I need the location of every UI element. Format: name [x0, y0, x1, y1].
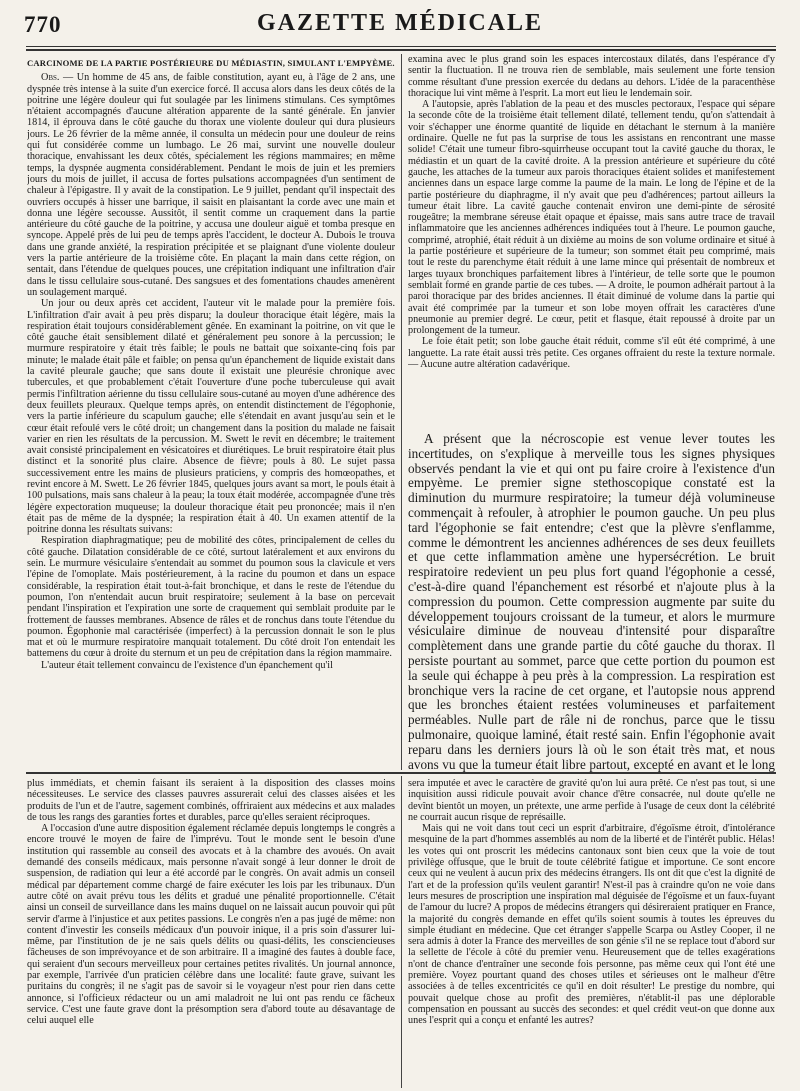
feuilleton-paragraph: Mais qui ne voit dans tout ceci un esprit d'arbitraire, d'égoïsme étroit, d'intolérance mesquine de la part d'hommes assemblés au nom de la liberté et de l'intérêt public. Hélas! les votes qui ont proscrit les médecins cantonaux sont bien ceux que la voie de tout privilège offusque, que le bruit de toute célébrité fatigue et importune. Ce sont encore ceux qui ne veulent à aucun prix des médecins étrangers. Ils ont dit que c'est la dignité de l'art et de la profession qu'ils veulent garantir! N'est-il pas à craindre qu'on ne voie dans leurs mesures de proscription une inspiration mal déguisée de l'égoïsme et un faux-fuyant de l'amour du lucre? A propos de médecins étrangers qui désireraient pratiquer en France, la majorité du congrès demande en effet qu'ils soient soumis à toutes les épreuves du simple étudiant en médecine. Que cet étranger s'appelle Scarpa ou Astley Cooper, il ne sera admis à doter la France des merveilles de son génie s'il ne se replace tout d'abord sur la sellette de l'école à côté du premier venu. Heureusement que de telles exagérations n'ont de chance d'entraîner une seconde fois personne, pas même ceux qui l'ont été une première. Voyez pourtant quand des choses utiles et sérieuses ont le malheur d'être associées à de telles excentricités ce qu'il en doit résulter! Le prestige du nombre, qui pouvait quelque chose au profit des premières, n'établit-il pas une déplorable compensation en poussant au succès des secondes: et quel crédit veut-on que donne aux unes l'esprit qui a conçu et enfanté les autres?	[408, 823, 775, 1027]
article-paragraph	[27, 72, 395, 298]
article-paragraph: Un jour ou deux après cet accident, l'auteur vit le malade pour la première fois. L'infiltration d'air avait à peu près disparu; la douleur thoracique était légère, mais la respiration était toujours considérablement gênée. En examinant la poitrine, on vit que le côté gauche était sensiblement dilaté et généralement peu sonore à la percussion; le murmure respiratoire y était très faible; le pouls ne battait que soixante-cinq fois par minute; le malade était pâle et faible; on pensa qu'un épanchement de liquide existait dans la cavité pleurale gauche; que sans doute il existait une pleurésie chronique avec tubercules, et que probablement c'était l'ouverture d'une poche tuberculeuse qui avait permis l'infiltration aérienne du tissu cellulaire sous-cutané au moyen d'une adhérence des deux feuillets pleuraux. Quelque temps après, on entendit distinctement de l'égophonie, vers la partie inférieure du scapulum gauche; elle s'étendait en avant jusqu'au sein et le cœur était refoulé vers le côté droit; un changement dans la position du malade ne faisait varier en rien les résultats de la percussion. M. Swett le revit en décembre; le traitement avait consisté principalement en vésicatoires et diurétiques. Le bruit respiratoire était plus distinct et la sonorité plus claire. Absence de fièvre; pouls à 80. Le sujet passa successivement entre les mains de plusieurs praticiens, y compris des homœopathes, et revint encore à M. Swett. Le 26 février 1845, quelques jours avant sa mort, le pouls était à 100 pulsations, mais sans chaleur à la peau; la toux était modérée, accompagnée d'une très légère expectoration muqueuse; la douleur thoracique était peu prononcée; mais il n'en était pas de même de la dyspnée; la respiration était à 40. Un examen attentif de la poitrine donna les résultats suivans:	[27, 298, 395, 536]
article-paragraph: Respiration diaphragmatique; peu de mobilité des côtes, principalement de celles du côté gauche. Dilatation considérable de ce côté, surtout latéralement et aux environs du sein. Le murmure vésiculaire s'entendait au sommet du poumon sous la clavicule et vers l'épine de l'omoplate. Mais postérieurement, à la racine du poumon et dans un espace considérable, la respiration était tout-à-fait bronchique, et dans le reste de l'étendue du poumon, l'on n'entendait aucun bruit respiratoire; seulement à la base on percevait pendant l'inspiration et l'expiration une sorte de craquement qui semblait produite par le frottement de fausses membranes. Absence de râles et de ronchus dans toute l'étendue du poumon. Égophonie mal caractérisée (imperfect) à la percussion donnait le son le plus mat et où le murmure respiratoire manquait totalement. Du côté droit l'on entendait les battemens du cœur à droite du sternum et un peu de crépitation dans la région mammaire.	[27, 535, 395, 660]
obs-label: Obs.	[41, 72, 60, 84]
feuilleton-paragraph: sera imputée et avec le caractère de gravité qu'on lui aura prêté. Ce n'est pas tout, si une inquisition aussi ridicule pouvait avoir chance d'être consacrée, nul doute qu'elle ne devînt bientôt un moyen, un prétexte, une arme perfide à l'usage de ceux dont la célébrité ne courrait aucun risque de représaille.	[408, 778, 775, 823]
article-column-right-discussion	[408, 432, 775, 772]
article-paragraph-text: — Un homme de 45 ans, de faible constitution, ayant eu, à l'âge de 2 ans, une dyspnée très intense à la suite d'un exercice forcé. Il accusa alors dans les deux côtés de la poitrine une légère douleur qui fut soulagée par les linimens stimulans. Ces symptômes n'étaient accompagnés d'aucune altération apparente de la santé générale. En janvier 1814, il éprouva dans le côté gauche du thorax une violente douleur qui dura plusieurs jours. Le 26 février de la même année, il consulta un médecin pour une douleur de reins qui fut considérée comme un lumbago. Le 26 mai, survint une nouvelle douleur thoracique, envahissant les deux côtés, spécialement les régions mammaires; en même temps, la dyspnée augmenta considérablement. Pendant le mois de juin et les premiers jours du mois de juillet, il accusa de fortes pulsations accompagnées d'un sentiment de chaleur à l'épigastre. Il y avait de la constipation. Le 9 juillet, pendant qu'il inspectait des ouvriers occupés à hisser une barrique, il saisit en plaisantant la corde avec une main et donna une légère secousse. Aussitôt, il sentit comme un craquement dans la partie antérieure du côté gauche de la poitrine, y accusa une douleur aiguë et tomba presque en syncope. Appelé près de lui peu de temps après l'accident, le docteur A. Dubois le trouva dans une grande anxiété, la respiration précipitée et se plaignant d'une violente douleur vers la partie antérieure de la troisième côte. En plaçant la main dans cette région, on sentait, dans l'étendue de quelques pouces, une crépitation indiquant une infiltration d'air dans le tissu cellulaire sous-cutané. Des sangsues et des fomentations chaudes amenèrent un soulagement marqué.	[27, 72, 395, 298]
article-column-left	[27, 58, 395, 758]
column-divider	[401, 54, 402, 770]
feuilleton-column-right	[408, 778, 775, 1088]
article-paragraph: Le foie était petit; son lobe gauche était réduit, comme s'il eût été comprimé, à une languette. La rate était aussi très petite. Ces organes offraient du reste la texture normale. — Aucune autre altération cadavérique.	[408, 336, 775, 371]
article-paragraph: L'auteur était tellement convaincu de l'existence d'un épanchement qu'il	[41, 659, 333, 671]
header-rule	[26, 46, 776, 47]
header-rule-thick	[26, 49, 776, 51]
journal-title: GAZETTE MÉDICALE	[256, 10, 544, 36]
page-header	[24, 10, 776, 44]
feuilleton-paragraph: plus immédiats, et chemin faisant ils seraient à la disposition des classes moins nécessiteuses. Le service des classes pauvres assurerait celui des classes aisées et les produits de l'un et de l'autre, sagement combinés, offriraient aux médecins et aux malades de tous les rangs des garanties fortes et durables, parce qu'elles seraient réciproques.	[27, 778, 395, 823]
feuilleton-column-left	[27, 778, 395, 1088]
page-number: 770	[24, 12, 62, 37]
column-divider	[401, 776, 402, 1088]
article-paragraph: A présent que la nécroscopie est venue lever toutes les incertitudes, on s'explique à merveille tous les signes physiques observés pendant la vie et qui ont pu faire croire à l'existence d'un empyème. Le premier signe stethoscopique constaté est la diminution du murmure respiratoire; la tumeur déjà volumineuse commençait à refouler, à atrophier le poumon gauche. Un peu plus tard l'égophonie se fait entendre; c'est que la plèvre s'enflamme, comme le démontrent les anciennes adhérences de ses deux feuillets et que cette inflammation amène une hypersécrétion. Le bruit respiratoire redevient un peu plus fort quand l'égophonie a cessé, c'est-à-dire quand l'épanchement est résorbé et n'ajoute plus à la compression du poumon. Cette compression augmente par suite du développement toujours croissant de la tumeur, et alors le murmure vésiculaire diminue de nouveau d'intensité pour disparaître complètement dans une grande partie du côté gauche du thorax. Il persiste pourtant au sommet, parce que cette portion du poumon est la seule qui échappe à peu près à la compression. La respiration est bronchique vers la racine de cet organe, et l'autopsie nous apprend que les bronches étaient restées volumineuses et parfaitement perméables. Nulle part de râle ni de ronchus, parce que le tissu pulmonaire, quoique laminé, était resté sain. Enfin l'égophonie avait reparu dans les derniers jours là où le son était très mat, et nous avons vu que la tumeur était libre partout, excepté en avant et le long	[408, 432, 775, 772]
article-paragraph: A l'autopsie, après l'ablation de la peau et des muscles pectoraux, l'espace qui sépare la seconde côte de la troisième était tellement dilaté, tellement tendu, qu'on s'attendait à voir s'échapper une énorme quantité de liquide en détachant le sternum à la manière ordinaire. Quelle ne fut pas la surprise de tous les assistans en rencontrant une masse solide! C'était une tumeur fibro-squirrheuse occupant tout la cavité gauche du thorax, le médiastin et un quart de la cavité droite. A la pression antérieure et supérieure du côté gauche, les attaches de la tumeur aux parois thoraciques étaient solides et manifestement anciennes dans un espace large comme la paume de la main. Le long de l'épine et de la partie postérieure du diaphragme, il n'y avait que peu d'adhérences; partout ailleurs la tumeur était libre. La cavité gauche contenait environ une demi-pinte de sérosité rougeâtre; la membrane séreuse était opaque et épaisse, mais sans autre trace de travail inflammatoire que les anciennes adhérences indiquées tout à l'heure. Le poumon gauche, comprimé, atrophié, était réduit à un dixième au moins de son volume ordinaire et situé à la partie postérieure et supérieure de la tumeur; son sommet était peu comprimé, mais tout le reste du parenchyme était réduit à une lame mince qui présentait de nombreux et larges tuyaux bronchiques parfaitement libres à l'intérieur, de telle sorte que le poumon semblait formé en grande partie de ces tubes. — A droite, le poumon adhérait partout à la paroi thoracique par des brides anciennes. Il était diminué de volume dans la partie qui avait été comprimée par la tumeur et son lobe moyen offrait les caractères d'une pneumonie au premier degré. Le cœur, petit et flasque, était repoussé à droite par un prolongement de la tumeur.	[408, 99, 775, 337]
article-column-right-autopsy	[408, 54, 775, 430]
feuilleton-rule	[26, 772, 776, 774]
feuilleton-paragraph: A l'occasion d'une autre disposition également réclamée depuis longtemps le congrès a encore trouvé le moyen de faire de l'imprévu. Tout le monde sent le besoin d'une institution qui rassemble au conseil des avocats et à la chambre des avoués. On avait demandé des conseils médicaux, mais personne n'avait songé à leur donner le droit de suspension, de radiation qui leur a été accordé par le congrès. On avait admis un conseil médical par département comme chargé de faire exécuter les lois par les tribunaux. D'un autre côté on avait prévu tous les délits et gradué une pénalité proportionnelle. C'était ainsi un conseil de surveillance dans les mains duquel on ne laissait aucun pouvoir qui pût servir d'arme à l'injustice et aux petites passions. Le congrès n'en a pas jugé de même: non content d'investir les conseils médicaux d'un pouvoir inique, il a pris soin d'assurer lui-même, par l'institution de je ne sais quels délits ou quasi-délits, les consciencieuses fâcheuses de son imprévoyance et de son arbitraire. Il a imaginé des fautes à double face, qui seraient d'un secours merveilleux pour certaines petites rivalités. Un journal annonce, par exemple, l'arrivée d'un praticien célèbre dans une localité: faute grave, suivant les puritains du congrès; il ne s'agit pas de savoir si le voyageur n'est pour rien dans cette annonce, si l'officieux rédacteur ou un ami maladroit ne lui ont pas rendu ce fâcheux service. C'est une faute grave dont la présomption sera d'abord toute au désavantage de celui auquel elle	[27, 823, 395, 1027]
article-title: CARCINOME DE LA PARTIE POSTÉRIEURE DU MÉDIASTIN, SIMULANT L'EMPYÈME.	[27, 58, 395, 68]
article-paragraph: examina avec le plus grand soin les espaces intercostaux dilatés, dans l'espérance d'y sentir la fluctuation. Il ne trouva rien de semblable, mais seulement une forte tension comme résultant d'une pression exercée du dedans au dehors. L'idée de la paracenthèse thoracique lui vint même à l'esprit. La mort eut lieu le lendemain soir.	[408, 54, 775, 99]
